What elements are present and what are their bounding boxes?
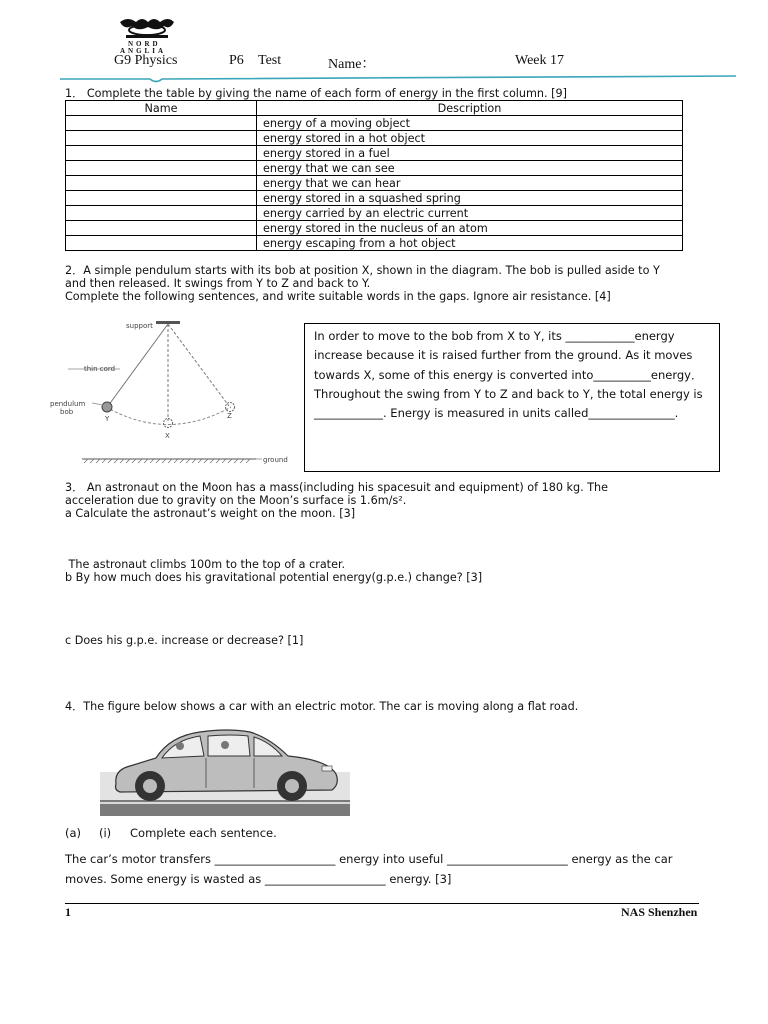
table-row <box>66 236 683 251</box>
description-cell: energy that we can hear <box>257 176 683 191</box>
support-bar <box>156 321 180 324</box>
description-cell: energy stored in the nucleus of an atom <box>257 221 683 236</box>
table-row <box>66 191 683 206</box>
label-support: support <box>126 322 153 330</box>
table-row <box>66 206 683 221</box>
column-header-name: Name <box>66 101 257 116</box>
answer-cell[interactable] <box>66 176 257 191</box>
label-pendulum: pendulum <box>50 400 86 408</box>
header-rule <box>60 72 740 84</box>
description-cell: energy carried by an electric current <box>257 206 683 221</box>
q2-box-line-4: Throughout the swing from Y to Z and back to Y, the total energy is <box>314 386 703 401</box>
name-label: Name： <box>328 57 376 72</box>
rear-hubcap <box>143 779 157 793</box>
table-header-row <box>66 101 683 116</box>
q2-sentence-box <box>304 323 720 472</box>
q2-line-2: and then released. It swings from Y to Z and back to Y. <box>65 277 371 290</box>
description-cell: energy stored in a hot object <box>257 131 683 146</box>
q2-box-line-3: towards X, some of this energy is converted into__________energy． <box>314 367 703 382</box>
table-row <box>66 161 683 176</box>
q2-box-line-5: ____________. Energy is measured in units called_______________. <box>314 406 679 421</box>
bob-pointer <box>92 403 103 405</box>
description-cell: energy stored in a squashed spring <box>257 191 683 206</box>
label-y: Y <box>105 415 110 423</box>
school-name: NAS Shenzhen <box>621 905 698 919</box>
table-row <box>66 131 683 146</box>
q4-prompt: 4．The figure below shows a car with an electric motor. The car is moving along a flat road. <box>65 700 579 713</box>
passenger-head <box>176 742 184 750</box>
description-cell: energy that we can see <box>257 161 683 176</box>
front-hubcap <box>285 779 299 793</box>
q3-line-2: acceleration due to gravity on the Moon’s surface is 1.6m/s². <box>65 494 407 507</box>
q2-box-line-2: increase because it is raised further from the ground. As it moves <box>314 348 693 363</box>
table-row <box>66 146 683 161</box>
footer-rule <box>65 903 699 904</box>
q2-box-line-1: In order to move to the bob from X to Y, its ____________energy <box>314 329 675 343</box>
q1-prompt: 1． Complete the table by giving the name of each form of energy in the first column. [9] <box>65 87 567 100</box>
answer-cell[interactable] <box>66 191 257 206</box>
q4-instruction: Complete each sentence. <box>130 826 277 840</box>
pendulum-diagram <box>48 317 298 467</box>
q4-part-a-label: (a) <box>65 826 82 840</box>
answer-cell[interactable] <box>66 131 257 146</box>
subject-label: G9 Physics <box>114 53 178 68</box>
q4-sentence-1: The car’s motor transfers _____________________ energy into useful _____________________ energy as the car <box>65 852 673 866</box>
cord-y <box>108 324 168 406</box>
q4-sentence-2: moves. Some energy is wasted as _____________________ energy. [3] <box>65 872 452 886</box>
q3-part-a: a Calculate the astronaut’s weight on the moon. [3] <box>65 507 356 520</box>
driver-head <box>221 741 229 749</box>
answer-cell[interactable] <box>66 206 257 221</box>
answer-cell[interactable] <box>66 116 257 131</box>
description-cell: energy stored in a fuel <box>257 146 683 161</box>
headlight <box>322 766 332 771</box>
answer-cell[interactable] <box>66 146 257 161</box>
ground-hatch <box>84 459 250 463</box>
q3-part-b: b By how much does his gravitational potential energy(g.p.e.) change? [3] <box>65 571 483 584</box>
label-x: X <box>165 432 170 440</box>
label-bob: bob <box>60 408 74 416</box>
period-label: P6 <box>229 53 244 68</box>
table-row <box>66 221 683 236</box>
q2-line-1: 2．A simple pendulum starts with its bob at position X, shown in the diagram. The bob is pulled aside to Y <box>65 264 660 277</box>
table-row <box>66 116 683 131</box>
cord-z <box>168 324 229 406</box>
logo-text-2: ANGLIA <box>120 47 167 55</box>
label-ground: ground <box>263 456 288 464</box>
q2-line-3: Complete the following sentences, and write suitable words in the gaps. Ignore air resistance. [4] <box>65 290 611 303</box>
answer-cell[interactable] <box>66 161 257 176</box>
q4-part-i-label: (i) <box>99 826 112 840</box>
label-thin-cord: thin cord <box>84 365 116 373</box>
q3-part-c: c Does his g.p.e. increase or decrease? [1] <box>65 634 304 647</box>
logo-text-1: NORD <box>128 40 161 48</box>
test-label: Test <box>258 53 282 68</box>
description-cell: energy escaping from a hot object <box>257 236 683 251</box>
table-row <box>66 176 683 191</box>
road-line <box>100 802 350 804</box>
q3-line-1: 3． An astronaut on the Moon has a mass(including his spacesuit and equipment) of 180 kg. The <box>65 481 609 494</box>
q3-climb-text: The astronaut climbs 100m to the top of a crater. <box>65 558 346 571</box>
week-label: Week 17 <box>515 53 565 68</box>
answer-cell[interactable] <box>66 236 257 251</box>
answer-cell[interactable] <box>66 221 257 236</box>
page-number: 1 <box>65 905 71 919</box>
bob-y <box>102 402 112 412</box>
electric-car-image <box>100 726 350 818</box>
label-z: Z <box>227 412 232 420</box>
energy-table <box>65 100 683 251</box>
side-window <box>208 735 250 756</box>
column-header-description: Description <box>257 101 683 116</box>
description-cell: energy of a moving object <box>257 116 683 131</box>
